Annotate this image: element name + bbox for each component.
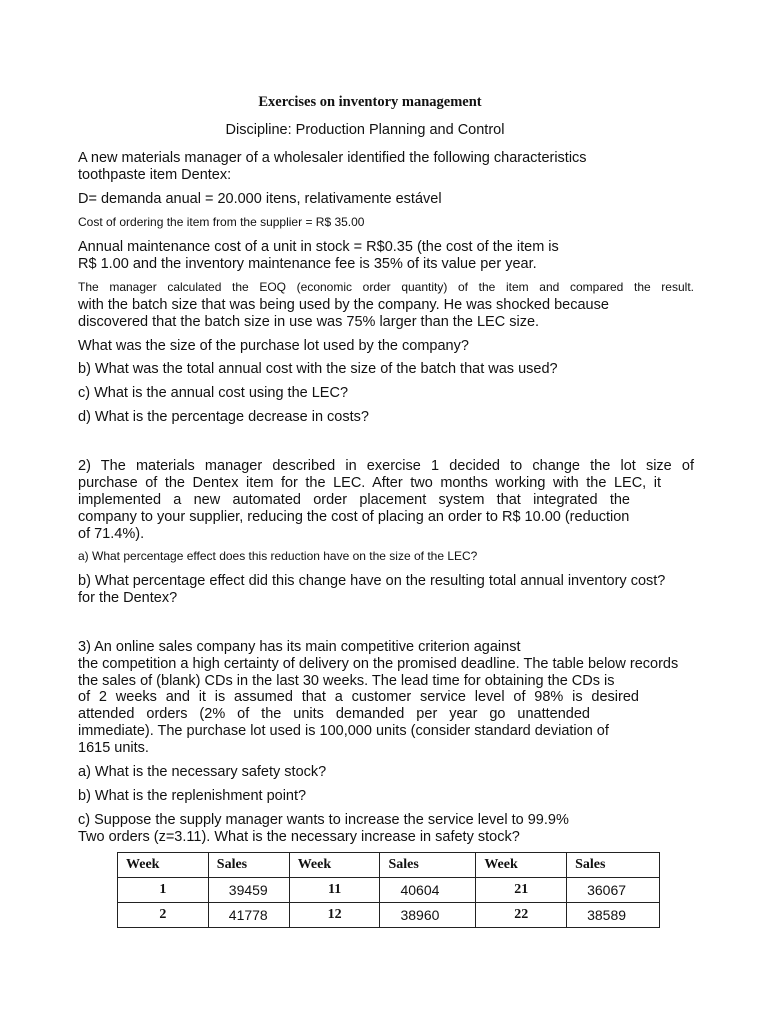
table-header-row [118,853,660,878]
header-week: Week [118,853,209,878]
ex1-manager-line-2: with the batch size that was being used by the company. He was shocked because [78,297,609,313]
ex3-question-a: a) What is the necessary safety stock? [78,764,327,780]
document-title: Exercises on inventory management [258,94,482,110]
sales-cell: 36067 [567,878,660,903]
week-cell: 1 [118,878,209,903]
ex3-line-2: the competition a high certainty of delivery on the promised deadline. The table below records [78,656,679,672]
ex2-line-4: company to your supplier, reducing the cost of placing an order to R$ 10.00 (reduction [78,509,630,525]
ex1-maint-line-2: R$ 1.00 and the inventory maintenance fee is 35% of its value per year. [78,256,537,272]
discipline-line: Discipline: Production Planning and Control [225,122,505,138]
ex3-line-5: attended orders (2% of the units demanded per year go unattended [78,706,590,722]
week-cell: 21 [476,878,567,903]
ex1-order-cost: Cost of ordering the item from the supplier = R$ 35.00 [78,215,365,229]
sales-cell: 41778 [208,903,289,928]
sales-cell: 39459 [208,878,289,903]
week-cell: 11 [289,878,380,903]
ex3-question-b: b) What is the replenishment point? [78,788,307,804]
ex2-line-2: purchase of the Dentex item for the LEC. After two months working with the LEC, it [78,475,661,491]
ex3-line-6: immediate). The purchase lot used is 100,000 units (consider standard deviation of [78,723,609,739]
ex2-question-b-line-1: b) What percentage effect did this change have on the resulting total annual inventory cost? [78,573,666,589]
header-week: Week [476,853,567,878]
ex2-line-5: of 71.4%). [78,526,145,542]
ex1-intro-line-1: A new materials manager of a wholesaler identified the following characteristics [78,150,587,166]
ex3-line-1: 3) An online sales company has its main competitive criterion against [78,639,521,655]
ex3-question-c-line-2: Two orders (z=3.11). What is the necessary increase in safety stock? [78,829,520,845]
week-cell: 2 [118,903,209,928]
ex2-question-a: a) What percentage effect does this reduction have on the size of the LEC? [78,549,478,563]
ex1-question-c: c) What is the annual cost using the LEC? [78,385,349,401]
sales-cell: 40604 [380,878,476,903]
header-sales: Sales [208,853,289,878]
ex2-question-b-line-2: for the Dentex? [78,590,178,606]
sales-cell: 38589 [567,903,660,928]
ex1-intro-line-2: toothpaste item Dentex: [78,167,232,183]
ex1-manager-line-1: The manager calculated the EOQ (economic order quantity) of the item and compared the result. [78,280,694,294]
ex1-demand: D= demanda anual = 20.000 itens, relativamente estável [78,191,442,207]
ex1-manager-line-3: discovered that the batch size in use was 75% larger than the LEC size. [78,314,540,330]
ex1-maint-line-1: Annual maintenance cost of a unit in stock = R$0.35 (the cost of the item is [78,239,559,255]
sales-table [117,852,660,928]
ex1-question-d: d) What is the percentage decrease in costs? [78,409,369,425]
ex3-line-4: of 2 weeks and it is assumed that a customer service level of 98% is desired [78,689,639,705]
ex1-question-b: b) What was the total annual cost with the size of the batch that was used? [78,361,558,377]
table-row [118,878,660,903]
header-sales: Sales [380,853,476,878]
ex3-line-3: the sales of (blank) CDs in the last 30 weeks. The lead time for obtaining the CDs is [78,673,615,689]
header-sales: Sales [567,853,660,878]
ex2-line-3: implemented a new automated order placement system that integrated the [78,492,630,508]
week-cell: 22 [476,903,567,928]
ex1-question-a: What was the size of the purchase lot used by the company? [78,338,469,354]
ex3-line-7: 1615 units. [78,740,149,756]
week-cell: 12 [289,903,380,928]
sales-cell: 38960 [380,903,476,928]
header-week: Week [289,853,380,878]
ex2-line-1: 2) The materials manager described in exercise 1 decided to change the lot size of [78,458,694,474]
table-row [118,903,660,928]
ex3-question-c-line-1: c) Suppose the supply manager wants to increase the service level to 99.9% [78,812,569,828]
